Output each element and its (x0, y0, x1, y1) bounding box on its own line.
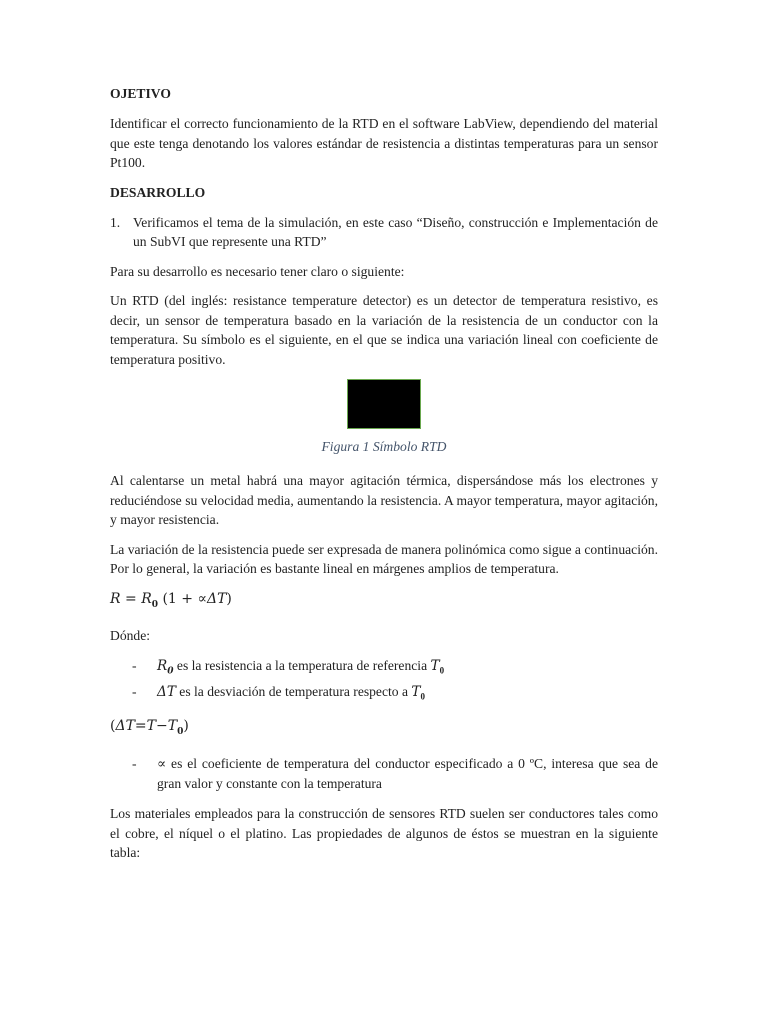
alpha-list (110, 754, 658, 794)
r0-description: es la resistencia a la temperatura de referencia (173, 657, 431, 673)
definition-r0 (110, 656, 658, 682)
formula-one-plus: 1 + (167, 590, 198, 607)
list-dash: - (132, 756, 137, 772)
formula-eq: = (125, 590, 137, 607)
donde-label: Dónde: (110, 628, 151, 644)
delta-t-formula (110, 716, 658, 742)
definition-delta-t (110, 682, 658, 707)
figure (110, 379, 658, 429)
dt-eq: = (134, 718, 147, 735)
definitions-list (110, 656, 658, 706)
dt-t0-sub: 0 (177, 727, 184, 738)
t0-symbol-sub: 0 (439, 665, 445, 676)
rtd-symbol-image (347, 379, 421, 429)
dt-lhs: ΔT (115, 718, 135, 735)
definition-alpha (110, 754, 658, 794)
formula-delta-t: ΔT (206, 590, 227, 607)
formula-close: ) (226, 590, 232, 607)
calentarse-paragraph: Al calentarse un metal habrá una mayor agitación térmica, dispersándose más los electrones y reduciéndose su velocidad media, aumentando la resistencia. A mayor temperatura, mayor agitación, y mayor resistencia. (110, 473, 658, 527)
alpha-symbol: ∝ (157, 756, 167, 773)
objetivo-paragraph: Identificar el correcto funcionamiento de la RTD en el software LabView, dependiendo del material que este tenga denotando los valores estándar de resistencia a distintas temperaturas para un sensor Pt100. (110, 116, 658, 170)
r0-symbol: R (157, 657, 168, 674)
resistance-formula (110, 589, 658, 615)
numbered-item-1 (110, 213, 658, 252)
dt-open: ( (110, 718, 116, 735)
figure-caption: Figura 1 Símbolo RTD (321, 439, 447, 454)
list-dash: - (132, 657, 137, 673)
item-text: Verificamos el tema de la simulación, en este caso “Diseño, construcción e Implementación de un SubVI que represente una RTD” (133, 214, 658, 249)
formula-alpha: ∝ (197, 590, 207, 607)
r0-symbol-sub: 0 (167, 666, 174, 677)
formula-r0: R (141, 590, 152, 607)
alpha-description: es el coeficiente de temperatura del conductor especificado a 0 ºC, interesa que sea de gran valor y constante con la temperatura (157, 756, 658, 792)
formula-open: ( (162, 590, 168, 607)
heading-desarrollo: DESARROLLO (110, 184, 206, 200)
dt-t0: T (167, 718, 178, 735)
dt-minus: − (156, 718, 168, 735)
delta-t-description: es la desviación de temperatura respecto a (175, 683, 412, 699)
dt-t: T (146, 718, 156, 735)
document-page (110, 84, 658, 873)
rtd-definition-paragraph: Un RTD (del inglés: resistance temperature detector) es un detector de temperatura resistivo, es decir, un sensor de temperatura basado en la variación de la resistencia de un conductor con la temperatura. Su símbolo es el siguiente, en el que se indica una variación lineal con coeficiente de temperatura positivo. (110, 293, 658, 367)
formula-r0-sub: 0 (151, 599, 158, 610)
variacion-paragraph: La variación de la resistencia puede ser expresada de manera polinómica como sigue a continuación. Por lo general, la variación es bastante lineal en márgenes amplios de temperatura. (110, 541, 658, 576)
t0-symbol: T (430, 657, 440, 674)
t0-symbol: T (411, 683, 421, 700)
item-number: 1. (110, 214, 121, 230)
dt-close: ) (183, 718, 189, 735)
t0-symbol-sub: 0 (420, 691, 425, 702)
list-dash: - (132, 683, 137, 699)
materiales-paragraph: Los materiales empleados para la construcción de sensores RTD suelen ser conductores tales como el cobre, el níquel o el platino. Las propiedades de algunos de éstos se muestran en la siguiente tabla: (110, 806, 658, 861)
delta-t-symbol: ΔT (157, 683, 176, 700)
desarrollo-paragraph: Para su desarrollo es necesario tener claro o siguiente: (110, 263, 405, 279)
heading-objetivo: OJETIVO (110, 86, 171, 101)
formula-lhs: R (110, 590, 121, 607)
